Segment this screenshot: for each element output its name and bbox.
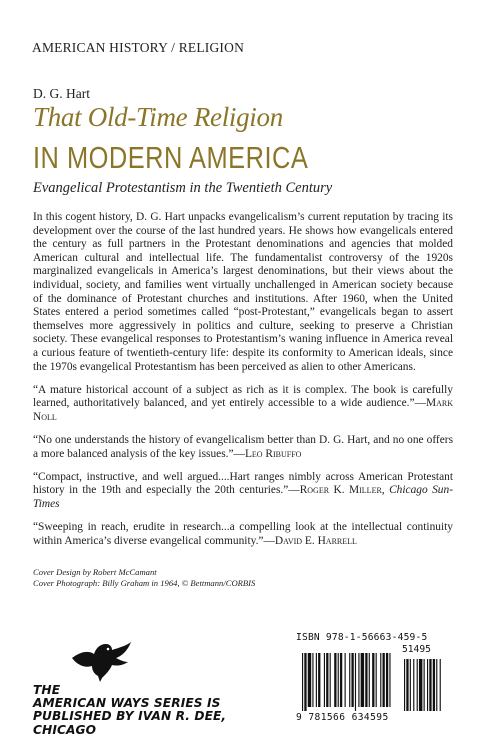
barcode-bar xyxy=(383,653,385,707)
cover-credits xyxy=(33,567,255,589)
blurb-2 xyxy=(33,434,453,461)
blurb-3 xyxy=(33,471,453,512)
barcode-bar xyxy=(345,653,346,707)
barcode-bar xyxy=(324,653,325,707)
barcode-bar xyxy=(358,653,359,707)
addon-bar xyxy=(406,659,408,711)
barcode-bar xyxy=(351,653,353,707)
barcode-bar xyxy=(386,653,388,707)
barcode-bar xyxy=(349,653,350,707)
series-line-1: THE xyxy=(33,683,61,697)
author-name: D. G. Hart xyxy=(33,86,90,101)
barcode-bar xyxy=(340,653,342,707)
addon-bar xyxy=(429,659,431,711)
addon-bar xyxy=(404,659,405,711)
series-line-4: CHICAGO xyxy=(33,722,97,737)
addon-bar xyxy=(424,659,425,711)
barcode-bar xyxy=(389,653,390,707)
barcode-bar xyxy=(372,653,374,707)
blurb-attribution: —Roger K. Miller, xyxy=(288,484,385,497)
ean-barcode xyxy=(296,633,453,711)
barcode-bar xyxy=(308,653,311,707)
barcode-bar xyxy=(304,653,306,711)
barcode-bar xyxy=(361,653,364,707)
addon-bar xyxy=(417,659,418,711)
barcode-bar xyxy=(334,653,336,707)
addon-bar xyxy=(413,659,414,711)
category-label: AMERICAN HISTORY / RELIGION xyxy=(32,40,245,55)
barcode-bar xyxy=(312,653,313,707)
barcode-bar xyxy=(326,653,328,707)
barcode-bar xyxy=(365,653,367,707)
barcode-bar xyxy=(355,653,356,711)
barcode-bar xyxy=(316,653,317,707)
isbn-number: ISBN 978-1-56663-459-5 xyxy=(296,632,428,643)
ean-digits: 9 781566 634595 xyxy=(296,712,389,723)
book-title-line-1: That Old-Time Religion xyxy=(33,102,283,132)
blurb-quote: “A mature historical account of a subject as rich as it is complex. The book is carefully learned, authoritatively balanced, and yet entirely accessible to a wide audience.” xyxy=(33,383,453,410)
blurb-quote: “No one understands the history of evangelicalism better than D. G. Hart, and no one offers a more balanced analysis of the key issues.” xyxy=(33,434,453,460)
blurb-quote: “Sweeping in reach, erudite in research...a compelling look at the intellectual continuity within America’s diverse evangelical community.” xyxy=(33,521,453,547)
blurb-4 xyxy=(33,521,453,548)
barcode-bar xyxy=(330,653,331,707)
blurb-attribution: —Mark Noll xyxy=(33,397,453,423)
barcode-bar xyxy=(318,653,320,707)
blurb-quote: “Compact, instructive, and well argued....Hart ranges nimbly across American Protestant history in the 19th and especially the 20th centuries.” xyxy=(33,470,453,497)
series-line-2: AMERICAN WAYS SERIES IS xyxy=(33,696,221,711)
addon-bar xyxy=(436,659,437,711)
barcode-bar xyxy=(369,653,370,707)
price-code: 51495 xyxy=(402,644,431,655)
barcode-bar xyxy=(302,653,303,711)
barcode-bar xyxy=(338,653,339,707)
blurb-1 xyxy=(33,384,453,425)
barcode-bar xyxy=(376,653,377,707)
addon-bar xyxy=(433,659,435,711)
addon-bar xyxy=(427,659,428,711)
description-paragraph: In this cogent history, D. G. Hart unpacks evangelicalism’s current reputation by tracing its development over the course of the last hundred years. He shows how evangelicals entered the century as full partners in the Protestant denominations and agencies that molded American cultural and intellectual life. The fundamentalist controversy of the 1920s marginalized evangelicals in America’s largest denominations, but their views about the individual, society, and families went virtually unchallenged in American society because of the dominance of Protestant churches and institutions. After 1960, when the United States entered a period sometimes called “post-Protestant,” evangelicals began to assert themselves more aggressively in politics and culture, seeking to preserve a Christian society. These evangelical responses to Protestantism’s waning influence in America reveal a curious feature of twentieth-century life: despite its conformity to American ideals, since the 1970s evangelical Protestantism has been perceived as alien to other Americans. xyxy=(33,211,453,373)
blurb-attribution: —Leo Ribuffo xyxy=(233,447,302,460)
barcode-bar xyxy=(380,653,381,707)
eagle-logo-icon xyxy=(70,638,132,682)
cover-design-credit: Cover Design by Robert McCamant xyxy=(33,567,157,577)
blurb-attribution: —David E. Harrell xyxy=(263,534,357,547)
book-subtitle: Evangelical Protestantism in the Twentieth Century xyxy=(33,180,333,196)
blurb-source: Chicago Sun-Times xyxy=(33,484,453,511)
back-cover-copy xyxy=(33,211,453,558)
addon-bar xyxy=(419,659,422,711)
cover-photo-credit: Cover Photograph: Billy Graham in 1964, © Bettmann/CORBIS xyxy=(33,578,256,588)
addon-bar xyxy=(410,659,411,711)
series-imprint xyxy=(33,684,226,737)
series-line-3: PUBLISHED BY IVAN R. DEE, xyxy=(33,709,227,724)
addon-bar xyxy=(440,659,441,711)
book-title-line-2: IN MODERN AMERICA xyxy=(33,140,309,175)
